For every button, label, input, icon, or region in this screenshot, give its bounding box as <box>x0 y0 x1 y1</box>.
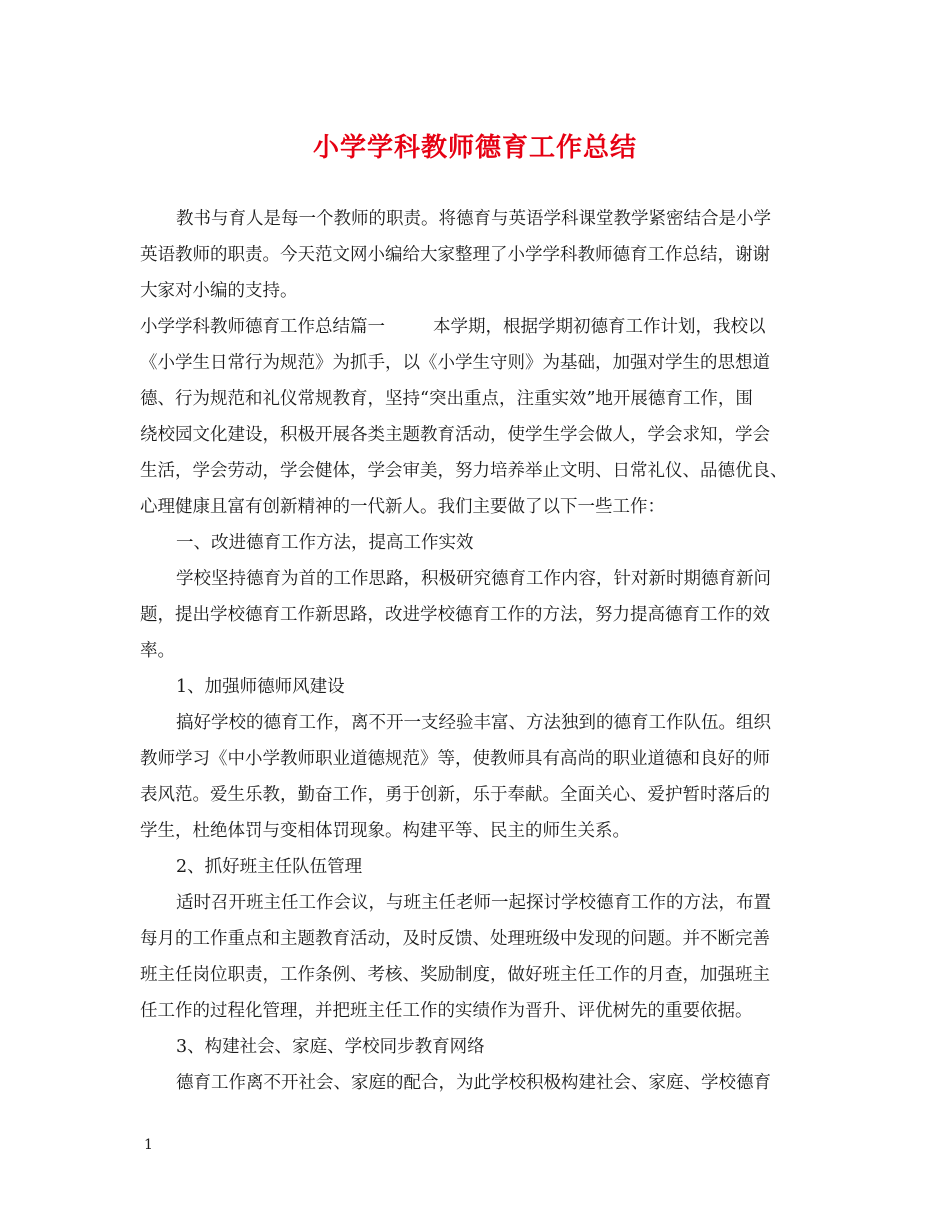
text-line: 英语教师的职责。今天范文网小编给大家整理了小学学科教师德育工作总结，谢谢 <box>140 245 770 265</box>
text-line: 表风范。爱生乐教，勤奋工作，勇于创新，乐于奉献。全面关心、爱护暂时落后的 <box>140 785 770 805</box>
text-line: 学校坚持德育为首的工作思路，积极研究德育工作内容，针对新时期德育新问 <box>176 569 771 589</box>
text-line: 教师学习《中小学教师职业道德规范》等，使教师具有高尚的职业道德和良好的师 <box>140 749 770 769</box>
subheading: 3、构建社会、家庭、学校同步教育网络 <box>176 1037 485 1057</box>
text-line: 生活，学会劳动，学会健体，学会审美，努力培养举止文明、日常礼仪、品德优良、 <box>140 461 788 481</box>
subheading: 2、抓好班主任队伍管理 <box>176 857 363 877</box>
text-line: 心理健康且富有创新精神的一代新人。我们主要做了以下一些工作： <box>140 497 665 517</box>
text-line: 题，提出学校德育工作新思路，改进学校德育工作的方法，努力提高德育工作的效 <box>140 605 770 625</box>
section-heading: 小学学科教师德育工作总结篇一 <box>140 317 385 337</box>
text-line: 适时召开班主任工作会议，与班主任老师一起探讨学校德育工作的方法，布置 <box>176 893 771 913</box>
document-title: 小学学科教师德育工作总结 <box>312 133 637 163</box>
text-line: 班主任岗位职责，工作条例、考核、奖励制度，做好班主任工作的月查，加强班主 <box>140 965 770 985</box>
text-line: 大家对小编的支持。 <box>140 281 298 301</box>
text-line: 《小学生日常行为规范》为抓手，以《小学生守则》为基础，加强对学生的思想道 <box>140 353 770 373</box>
subheading: 一、改进德育工作方法，提高工作实效 <box>176 533 474 553</box>
text-line: 教书与育人是每一个教师的职责。将德育与英语学科课堂教学紧密结合是小学 <box>176 209 771 229</box>
text-line: 每月的工作重点和主题教育活动，及时反馈、处理班级中发现的问题。并不断完善 <box>140 929 770 949</box>
text-line: 搞好学校的德育工作，离不开一支经验丰富、方法独到的德育工作队伍。组织 <box>176 713 771 733</box>
text-line: 德、行为规范和礼仪常规教育，坚持“突出重点，注重实效”地开展德育工作，围 <box>140 389 753 409</box>
text-line: 任工作的过程化管理，并把班主任工作的实绩作为晋升、评优树先的重要依据。 <box>140 1001 753 1021</box>
text-line: 率。 <box>140 641 175 661</box>
text-line: 绕校园文化建设，积极开展各类主题教育活动，使学生学会做人，学会求知，学会 <box>140 425 770 445</box>
section-heading-line <box>140 312 766 342</box>
subheading: 1、加强师德师风建设 <box>176 677 345 697</box>
text-line: 德育工作离不开社会、家庭的配合，为此学校积极构建社会、家庭、学校德育 <box>176 1073 771 1093</box>
text-line: 学生，杜绝体罚与变相体罚现象。构建平等、民主的师生关系。 <box>140 821 630 841</box>
text-line-continuation: 本学期，根据学期初德育工作计划，我校以 <box>433 317 766 337</box>
page-number: 1 <box>144 1137 153 1153</box>
